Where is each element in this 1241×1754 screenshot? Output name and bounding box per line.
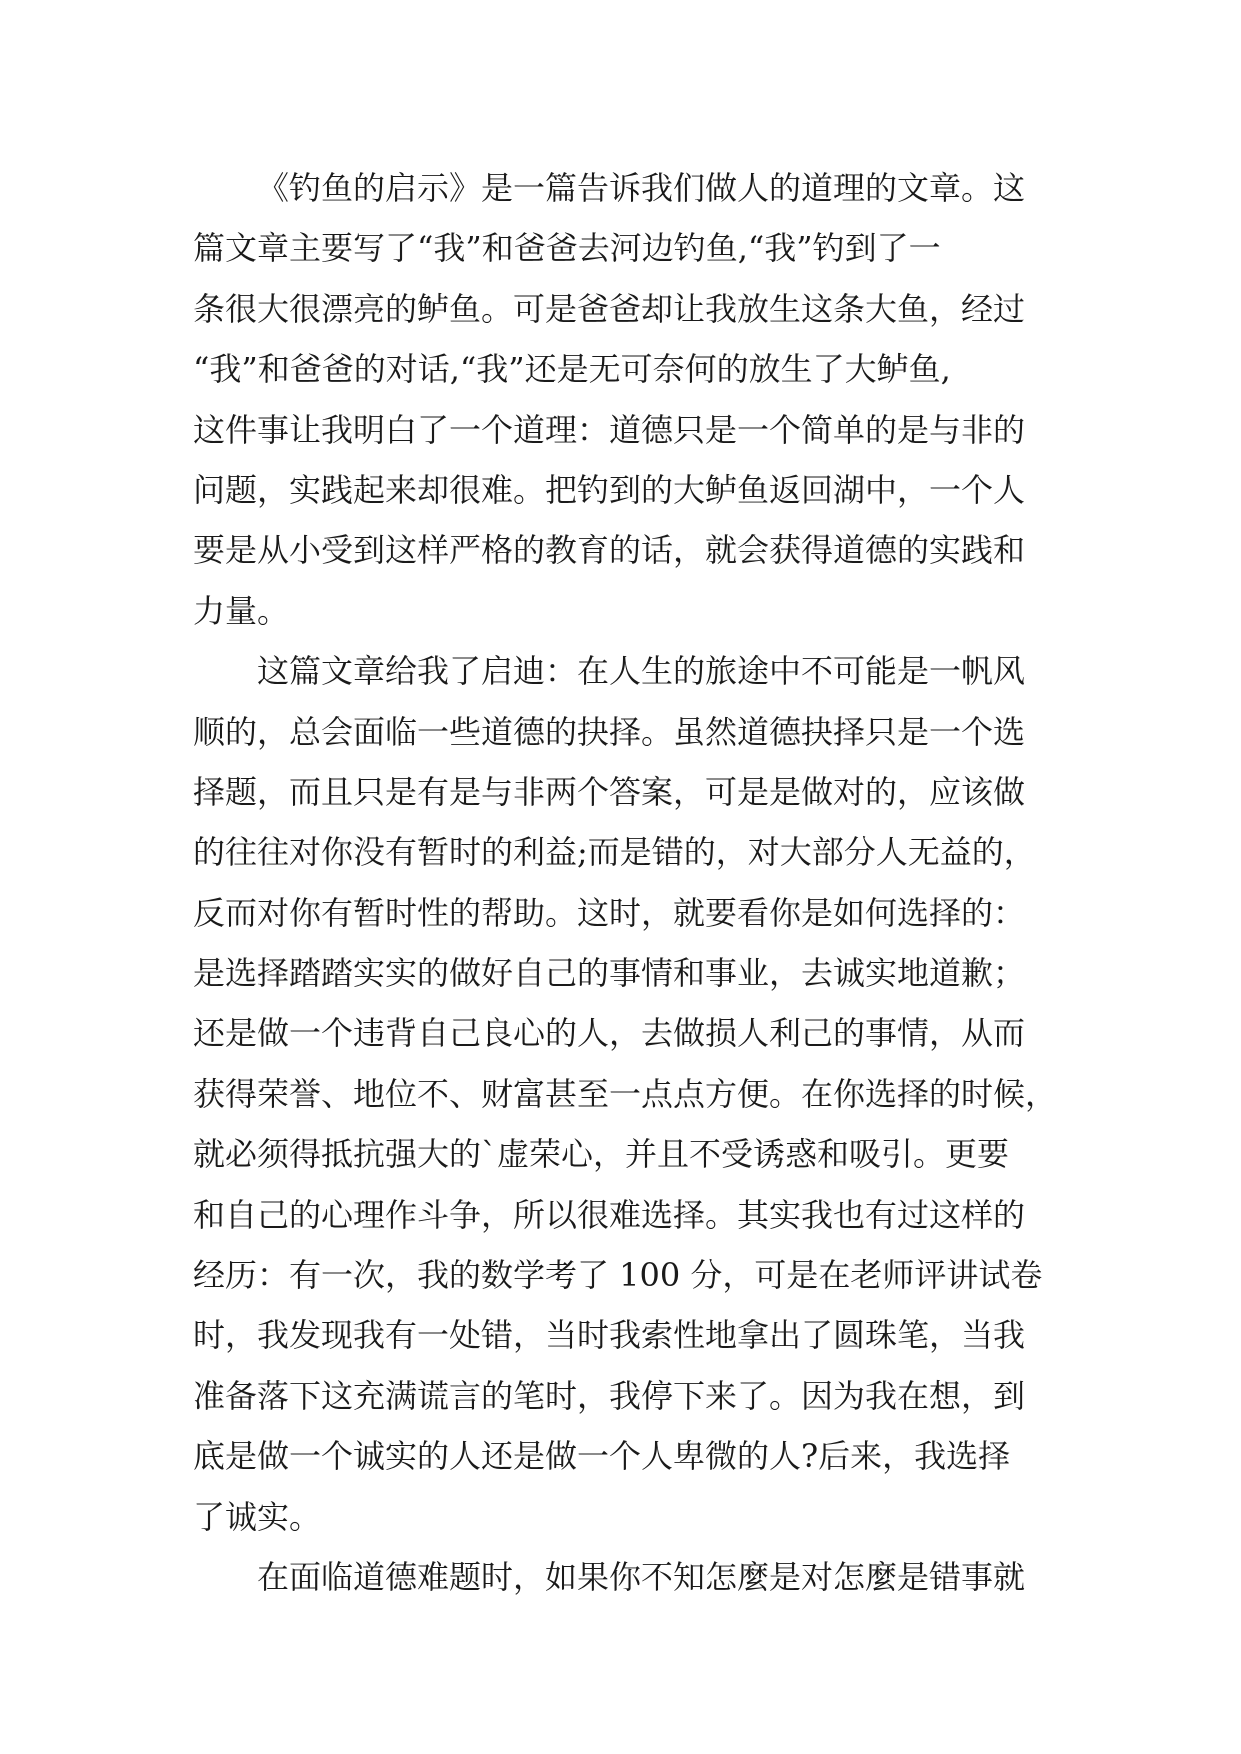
paragraph-2-line-9: 就必须得抵抗强大的`虚荣心，并且不受诱惑和吸引。更要 xyxy=(193,1135,1010,1174)
paragraph-2-line-7: 还是做一个违背自己良心的人，去做损人利己的事情，从而 xyxy=(193,1014,1026,1053)
paragraph-2-line-11: 经历：有一次，我的数学考了 100 分，可是在老师评讲试卷 xyxy=(193,1256,1043,1295)
paragraph-2-line-8: 获得荣誉、地位不、财富甚至一点点方便。在你选择的时候， xyxy=(193,1074,1058,1113)
paragraph-2-line-13: 准备落下这充满谎言的笔时，我停下来了。因为我在想，到 xyxy=(193,1376,1026,1415)
paragraph-2-line-3: 择题，而且只是有是与非两个答案，可是是做对的，应该做 xyxy=(193,772,1026,811)
paragraph-2-line-6: 是选择踏踏实实的做好自己的事情和事业，去诚实地道歉； xyxy=(193,954,1026,993)
paragraph-1-line-4: “我”和爸爸的对话,“我”还是无可奈何的放生了大鲈鱼, xyxy=(193,350,951,389)
paragraph-1-line-1: 《钓鱼的启示》是一篇告诉我们做人的道理的文章。这 xyxy=(257,169,1026,207)
paragraph-2-line-10: 和自己的心理作斗争，所以很难选择。其实我也有过这样的 xyxy=(193,1195,1026,1234)
paragraph-2-line-12: 时，我发现我有一处错，当时我索性地拿出了圆珠笔，当我 xyxy=(193,1316,1026,1355)
paragraph-2-line-15: 了诚实。 xyxy=(193,1497,322,1536)
paragraph-1-line-7: 要是从小受到这样严格的教育的话，就会获得道德的实践和 xyxy=(193,531,1026,570)
paragraph-2-line-1: 这篇文章给我了启迪：在人生的旅途中不可能是一帆风 xyxy=(257,652,1026,691)
paragraph-2-line-14: 底是做一个诚实的人还是做一个人卑微的人?后来，我选择 xyxy=(193,1437,1011,1476)
paragraph-1-line-6: 问题，实践起来却很难。把钓到的大鲈鱼返回湖中，一个人 xyxy=(193,470,1026,509)
paragraph-1-line-2: 篇文章主要写了“我”和爸爸去河边钓鱼,“我”钓到了一 xyxy=(193,229,941,268)
paragraph-1-line-5: 这件事让我明白了一个道理：道德只是一个简单的是与非的 xyxy=(193,410,1026,449)
paragraph-2-line-2: 顺的，总会面临一些道德的抉择。虽然道德抉择只是一个选 xyxy=(193,712,1026,751)
paragraph-1-line-8: 力量。 xyxy=(193,591,290,630)
paragraph-3-line-1: 在面临道德难题时，如果你不知怎麼是对怎麼是错事就 xyxy=(257,1557,1026,1596)
paragraph-1-line-3: 条很大很漂亮的鲈鱼。可是爸爸却让我放生这条大鱼，经过 xyxy=(193,289,1026,328)
paragraph-2-line-5: 反而对你有暂时性的帮助。这时，就要看你是如何选择的： xyxy=(193,893,1026,932)
document-body xyxy=(193,158,1058,1607)
paragraph-2-line-4: 的往往对你没有暂时的利益;而是错的，对大部分人无益的， xyxy=(193,833,1036,872)
